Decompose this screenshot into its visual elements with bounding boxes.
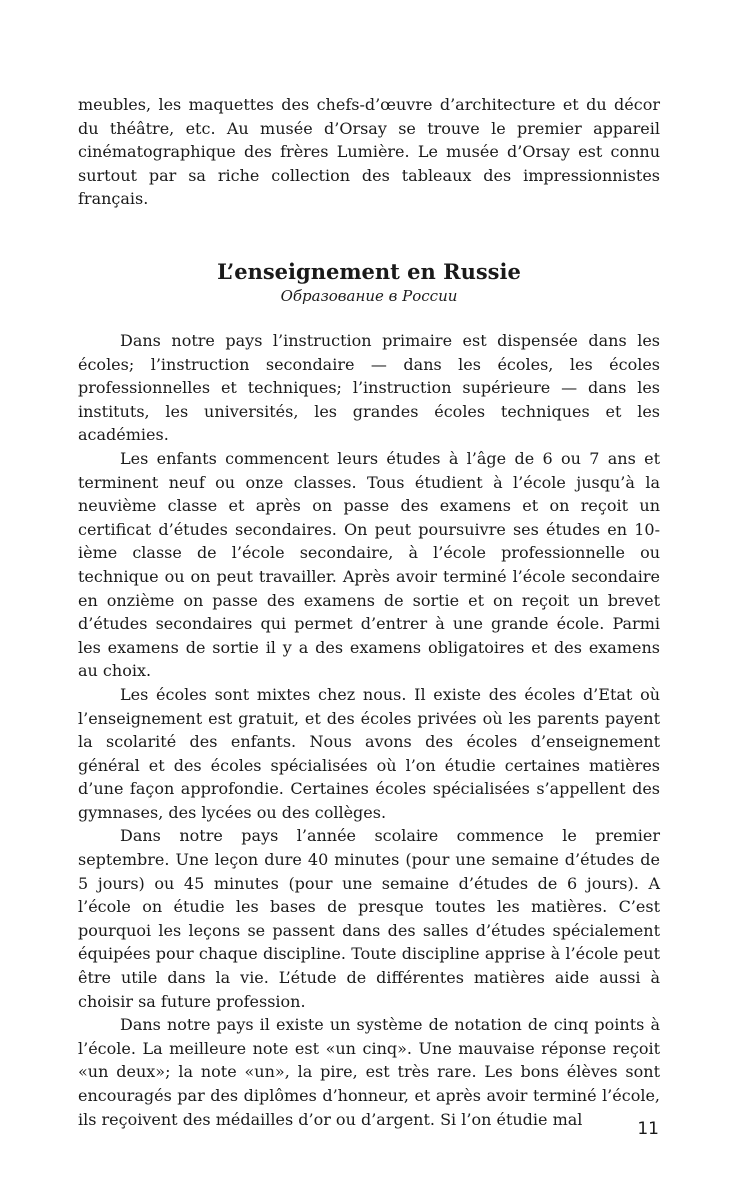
paragraph: Dans notre pays l’année scolaire commence le premier septembre. Une leçon dure 40 minutes (pour une semaine d’études de 5 jours) ou 45 minutes (pour une semaine d’études de 6 jours). A l’école on étudie les bases de presque toutes les matières. C’est pourquoi les leçons se passent dans des salles d’études spécialement équipées pour chaque discipline. Toute discipline apprise à l’école peut être utile dans la vie. L’étude de différentes matières aide aussi à choisir sa future profession. (78, 826, 660, 1011)
section-body (78, 329, 660, 1131)
section-heading (78, 258, 660, 306)
section-subtitle: Образование в России (280, 287, 458, 305)
paragraph: Les écoles sont mixtes chez nous. Il existe des écoles d’Etat où l’enseignement est gratuit, et des écoles privées où les parents payent la scolarité des enfants. Nous avons des écoles d’enseignement général et des écoles spécialisées où l’on étudie certaines matières d’une façon approfondie. Certaines écoles spécialisées s’appellent des gymnases, des lycées ou des collèges. (78, 684, 660, 822)
paragraph: Dans notre pays il existe un système de notation de cinq points à l’école. La meilleure note est «un cinq». Une mauvaise réponse reçoit «un deux»; la note «un», la pire, est très rare. Les bons élèves sont encouragés par des diplômes d’honneur, et après avoir terminé l’école, ils reçoivent des médailles d’or ou d’argent. Si l’on étudie mal (78, 1015, 660, 1129)
intro-paragraph: meubles, les maquettes des chefs-d’œuvre d’architecture et du décor du théâtre, etc. Au musée d’Orsay se trouve le premier appareil cinématographique des frères Lumière. Le musée d’Orsay est connu surtout par sa riche collection des tableaux des impressionnistes français. (78, 95, 660, 209)
page-number: 11 (637, 1119, 659, 1139)
section-title: L’enseignement en Russie (217, 259, 521, 284)
paragraph: Les enfants commencent leurs études à l’âge de 6 ou 7 ans et terminent neuf ou onze classes. Tous étudient à l’école jusqu’à la neuvième classe et après on passe des examens et on reçoit un certificat d’études secondaires. On peut poursuivre ses études en 10-ième classe de l’école secondaire, à l’école professionnelle ou technique ou on peut travailler. Après avoir terminé l’école secondaire en onzième on passe des examens de sortie et on reçoit un brevet d’études secondaires qui permet d’entrer à une grande école. Parmi les examens de sortie il y a des examens obligatoires et des examens au choix. (78, 448, 660, 681)
paragraph: Dans notre pays l’instruction primaire est dispensée dans les écoles; l’instruction secondaire — dans les écoles, les écoles professionnelles et techniques; l’instruction supérieure — dans les instituts, les universités, les grandes écoles techniques et les académies. (78, 331, 660, 445)
intro-text (78, 93, 660, 211)
